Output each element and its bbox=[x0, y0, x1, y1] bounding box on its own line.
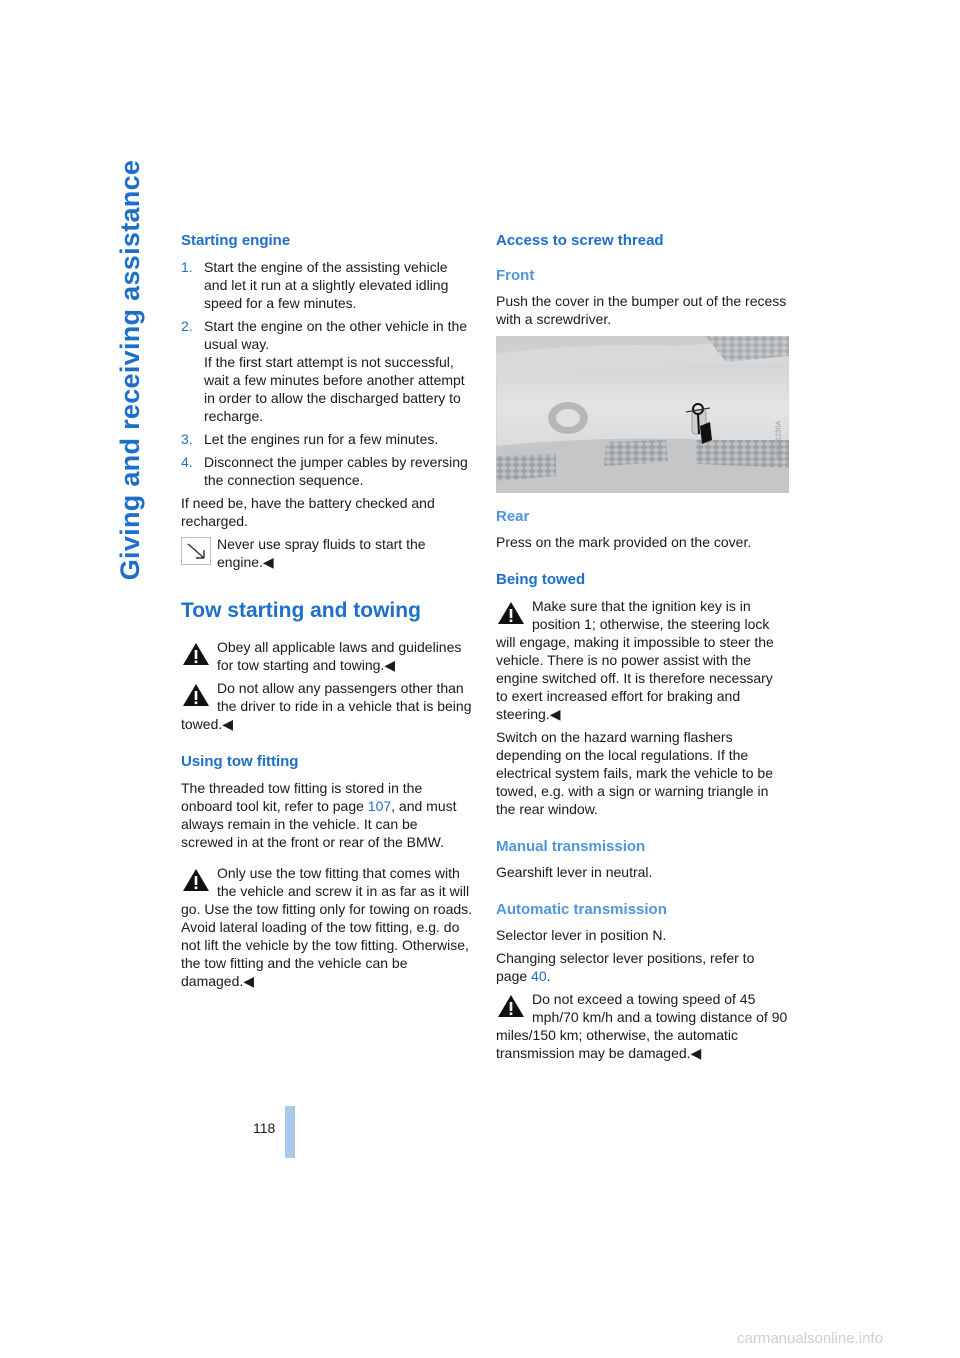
page-link[interactable]: 107 bbox=[367, 798, 392, 814]
starting-engine-heading: Starting engine bbox=[181, 232, 291, 249]
tow-fitting-warning: Only use the tow fitting that comes with the vehicle and screw it in as far as it will go. Use the tow fitting only for towing on roads. Avoid lateral loading of the tow fitting, e.g. do not lift the vehicle by the tow fitting. Otherwise, the tow fitting and the vehicle can be damaged.◀ bbox=[181, 865, 473, 989]
list-item: 3. Let the engines run for a few minutes. bbox=[181, 431, 439, 447]
side-section-title: Giving and receiving assistance bbox=[115, 159, 145, 581]
manual-transmission-heading: Manual transmission bbox=[496, 838, 646, 855]
warning-icon bbox=[181, 866, 211, 894]
bumper-photo bbox=[496, 336, 789, 493]
automatic-paragraph-2: Changing selector lever positions, refer to page 40. bbox=[496, 950, 755, 984]
photo-code: W0601230A bbox=[775, 420, 783, 460]
warning-icon bbox=[496, 992, 526, 1020]
warning-icon bbox=[181, 681, 211, 709]
laws-warning: Obey all applicable laws and guidelines for tow starting and towing.◀ bbox=[181, 638, 473, 674]
warning-icon bbox=[496, 599, 526, 627]
left-column bbox=[181, 231, 473, 995]
list-item: 2. Start the engine on the other vehicle in the usual way. If the first start attempt is not successful, wait a few minutes before another attempt in order to allow the discharged battery to recharge. bbox=[181, 318, 468, 424]
automatic-paragraph-1: Selector lever in position N. bbox=[496, 927, 667, 943]
towing-speed-warning: Do not exceed a towing speed of 45 mph/70 km/h and a towing distance of 90 miles/150 km; otherwise, the automatic transmission may be damaged.◀ bbox=[496, 991, 788, 1061]
being-towed-heading: Being towed bbox=[496, 571, 586, 588]
front-paragraph: Push the cover in the bumper out of the recess with a screwdriver. bbox=[496, 293, 787, 327]
page-marker-bar bbox=[285, 1106, 295, 1158]
rear-paragraph: Press on the mark provided on the cover. bbox=[496, 534, 752, 550]
hazard-flashers-paragraph: Switch on the hazard warning flashers depending on the local regulations. If the electrical system fails, mark the vehicle to be towed, e.g. with a sign or warning triangle in the rear window. bbox=[496, 729, 773, 817]
page-number: 118 bbox=[253, 1120, 276, 1136]
page-link[interactable]: 40 bbox=[531, 968, 547, 984]
right-column bbox=[496, 231, 788, 1067]
manual-paragraph: Gearshift lever in neutral. bbox=[496, 864, 653, 880]
spray-fluids-note: Never use spray fluids to start the engine.◀ bbox=[181, 535, 473, 571]
automatic-transmission-heading: Automatic transmission bbox=[496, 901, 667, 918]
starting-steps-list bbox=[181, 258, 473, 489]
list-item: 4. Disconnect the jumper cables by reversing the connection sequence. bbox=[181, 454, 468, 488]
bumper-illustration bbox=[496, 336, 789, 493]
battery-check-paragraph: If need be, have the battery checked and recharged. bbox=[181, 495, 435, 529]
using-tow-fitting-heading: Using tow fitting bbox=[181, 753, 299, 770]
warning-icon bbox=[181, 640, 211, 668]
ignition-key-warning: Make sure that the ignition key is in position 1; otherwise, the steering lock will engage, making it impossible to steer the vehicle. There is no power assist with the engine switched off. It is therefore necessary to exert increased effort for braking and steering.◀ bbox=[496, 598, 774, 722]
list-item: 1. Start the engine of the assisting vehicle and let it run at a slightly elevated idling speed for a few minutes. bbox=[181, 259, 449, 311]
note-arrow-icon bbox=[181, 537, 211, 565]
tow-fitting-paragraph: The threaded tow fitting is stored in the onboard tool kit, refer to page 107, and must always remain in the vehicle. It can be screwed in at the front or rear of the BMW. bbox=[181, 780, 457, 850]
passengers-warning: Do not allow any passengers other than the driver to ride in a vehicle that is being towed.◀ bbox=[181, 680, 472, 732]
access-screw-thread-heading: Access to screw thread bbox=[496, 232, 664, 249]
front-heading: Front bbox=[496, 267, 535, 284]
watermark: carmanualsonline.info bbox=[737, 1330, 883, 1347]
rear-heading: Rear bbox=[496, 508, 530, 525]
tow-section-heading: Tow starting and towing bbox=[181, 599, 421, 622]
